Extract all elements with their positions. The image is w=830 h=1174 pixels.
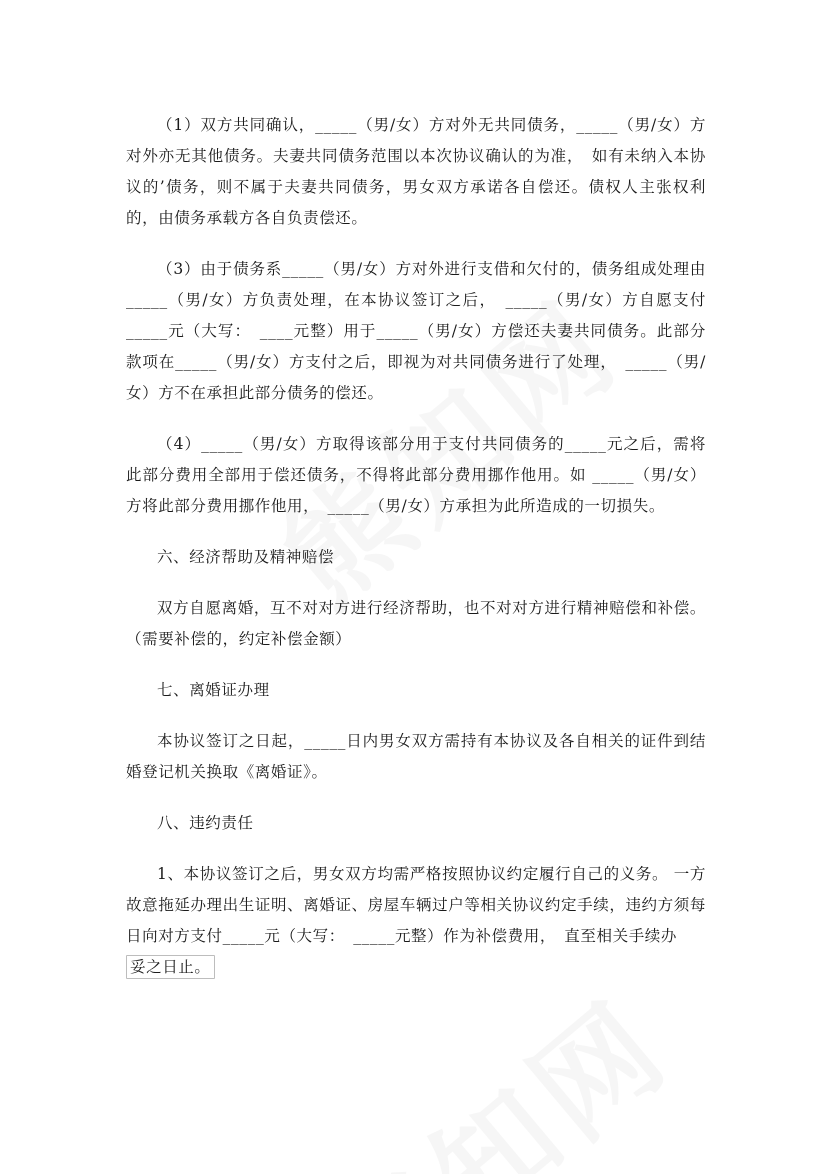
clause-3-paragraph: （3）由于债务系_____（男/女）方对外进行支借和欠付的，债务组成处理由_____（男/女）方负责处理，在本协议签订之后， _____（男/女）方自愿支付_____元（大写： ____元整）用于_____（男/女）方偿还夫妻共同债务。此部分款项在_____（男/女）方支付之后，即视为对共同债务进行了处理， _____（男/女）方不在承担此部分债务的偿还。 [126,260,706,402]
clause-4-paragraph: （4）_____（男/女）方取得该部分用于支付共同债务的_____元之后，需将此部分费用全部用于偿还债务，不得将此部分费用挪作他用。如 _____（男/女）方将此部分费用挪作他用， _____（男/女）方承担为此所造成的一切损失。 [126,435,706,515]
watermark-bottom [290,955,699,1174]
section-7-paragraph: 本协议签订之日起，_____日内男女双方需持有本协议及各自相关的证件到结婚登记机关换取《离婚证》。 [126,732,706,781]
section-6-heading: 六、经济帮助及精神赔偿 [157,548,335,566]
section-6-paragraph: 双方自愿离婚，互不对对方进行经济帮助，也不对对方进行精神赔偿和补偿。（需要补偿的，约定补偿金额） [126,599,706,648]
section-7-heading: 七、离婚证办理 [157,681,270,699]
text-cursor-box[interactable]: 妥之日止。 [126,955,215,979]
section-8-clause-1-text: 1、本协议签订之后，男女双方均需严格按照协议约定履行自己的义务。 一方故意拖延办理出生证明、离婚证、房屋车辆过户等相关协议约定手续，违约方须每日向对方支付_____元（大写： _____元整）作为补偿费用， 直至相关手续办 [126,865,706,945]
section-8-clause-1-paragraph [126,859,706,983]
document-body [126,110,706,983]
section-8-heading: 八、违约责任 [157,814,254,832]
clause-1-paragraph: （1）双方共同确认，_____（男/女）方对外无共同债务，_____（男/女）方对外亦无其他债务。夫妻共同债务范围以本次协议确认的为准， 如有未纳入本协议的’债务，则不属于夫妻共同债务，男女双方承诺各自偿还。债权人主张权利的，由债务承载方各自负责偿还。 [126,116,706,227]
